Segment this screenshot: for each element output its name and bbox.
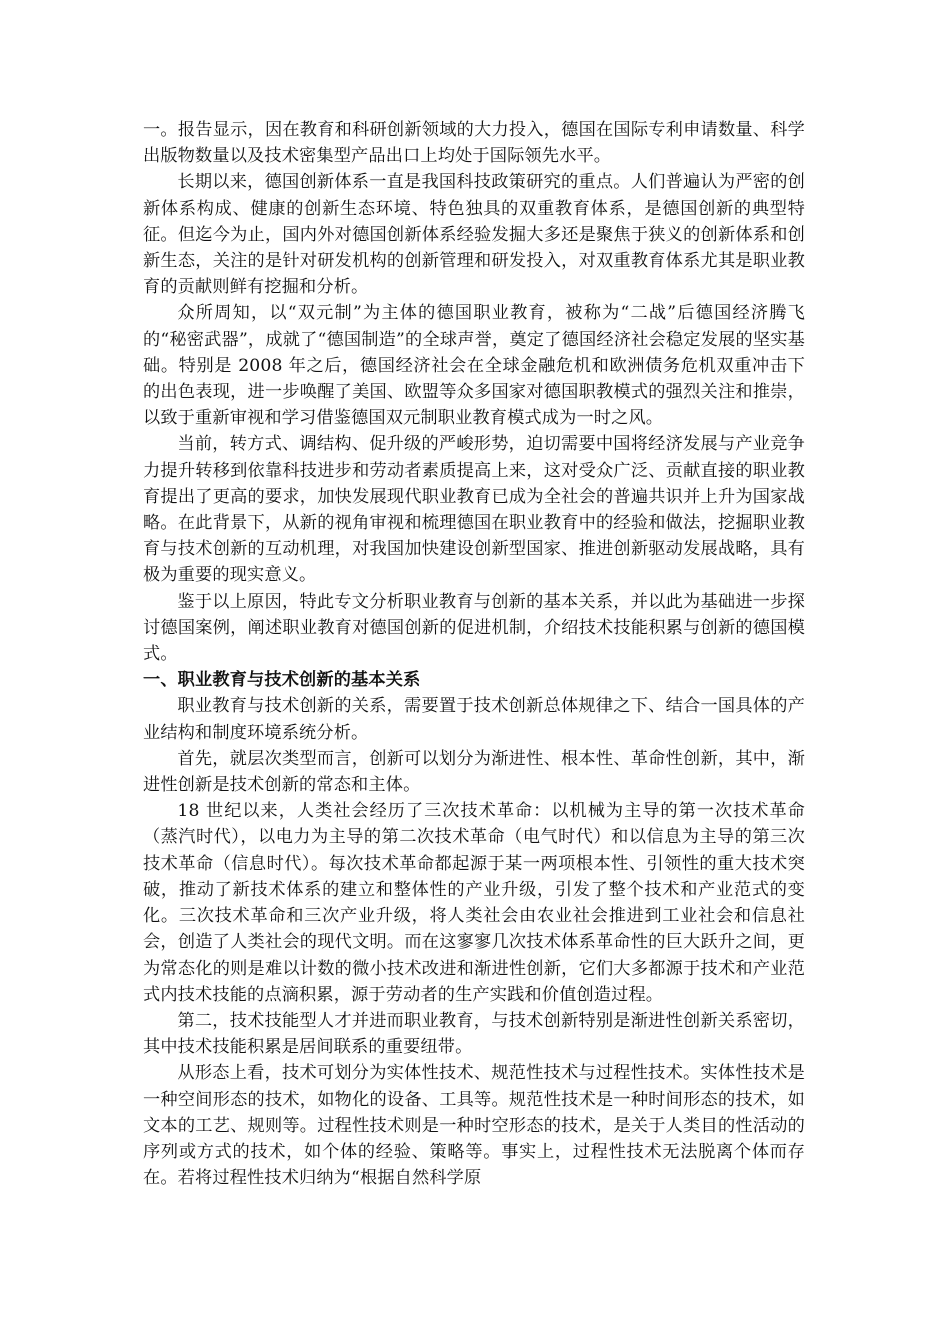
paragraph-technology-forms: 从形态上看，技术可划分为实体性技术、规范性技术与过程性技术。实体性技术是一种空间形态的技术，如物化的设备、工具等。规范性技术是一种时间形态的技术，如文本的工艺、规则等。过程性技术则是一种时空形态的技术，是关于人类目的性活动的序列或方式的技术，如个体的经验、策略等。事实上，过程性技术无法脱离个体而存在。若将过程性技术归纳为“根据自然科学原 <box>143 1063 805 1189</box>
paragraph-technical-revolutions: 18 世纪以来，人类社会经历了三次技术革命：以机械为主导的第一次技术革命（蒸汽时代），以电力为主导的第二次技术革命（电气时代）和以信息为主导的第三次技术革命（信息时代）。每次技术革命都起源于某一两项根本性、引领性的重大技术突破，推动了新技术体系的建立和整体性的产业升级，引发了整个技术和产业范式的变化。三次技术革命和三次产业升级，将人类社会由农业社会推进到工业社会和信息社会，创造了人类社会的现代文明。而在这寥寥几次技术体系革命性的巨大跃升之间，更为常态化的则是难以计数的微小技术改进和渐进性创新，它们大多都源于技术和产业范式内技术技能的点滴积累，源于劳动者的生产实践和价值创造过程。 <box>143 801 805 1005</box>
paragraph-second-point: 第二，技术技能型人才并进而职业教育，与技术创新特别是渐进性创新关系密切，其中技术技能积累是居间联系的重要纽带。 <box>143 1010 805 1058</box>
paragraph-purpose: 鉴于以上原因，特此专文分析职业教育与创新的基本关系，并以此为基础进一步探讨德国案例，阐述职业教育对德国创新的促进机制，介绍技术技能积累与创新的德国模式。 <box>143 591 805 665</box>
paragraph-current-situation: 当前，转方式、调结构、促升级的严峻形势，迫切需要中国将经济发展与产业竞争力提升转移到依靠科技进步和劳动者素质提高上来，这对受众广泛、贡献直接的职业教育提出了更高的要求，加快发展现代职业教育已成为全社会的普遍共识并上升为国家战略。在此背景下，从新的视角审视和梳理德国在职业教育中的经验和做法，挖掘职业教育与技术创新的互动机理，对我国加快建设创新型国家、推进创新驱动发展战略，具有极为重要的现实意义。 <box>143 434 805 586</box>
paragraph-first-point: 首先，就层次类型而言，创新可以划分为渐进性、根本性、革命性创新，其中，渐进性创新是技术创新的常态和主体。 <box>143 748 805 796</box>
section-heading: 一、职业教育与技术创新的基本关系 <box>143 670 421 691</box>
paragraph-innovation-system: 长期以来，德国创新体系一直是我国科技政策研究的重点。人们普遍认为严密的创新体系构成、健康的创新生态环境、特色独具的双重教育体系，是德国创新的典型特征。但迄今为止，国内外对德国创新体系经验发掘大多还是聚焦于狭义的创新体系和创新生态，关注的是针对研发机构的创新管理和研发投入，对双重教育体系尤其是职业教育的贡献则鲜有挖掘和分析。 <box>143 172 805 298</box>
paragraph-dual-system: 众所周知，以“双元制”为主体的德国职业教育，被称为“二战”后德国经济腾飞的“秘密武器”，成就了“德国制造”的全球声誉，奠定了德国经济社会稳定发展的坚实基础。特别是 2008 年之后，德国经济社会在全球金融危机和欧洲债务危机双重冲击下的出色表现，进一步唤醒了美国、欧盟等众多国家对德国职教模式的强烈关注和推崇，以致于重新审视和学习借鉴德国双元制职业教育模式成为一时之风。 <box>143 303 805 429</box>
document-page <box>143 117 805 1191</box>
paragraph-relationship: 职业教育与技术创新的关系，需要置于技术创新总体规律之下、结合一国具体的产业结构和制度环境系统分析。 <box>143 696 805 743</box>
paragraph-continuation: 一。报告显示，因在教育和科研创新领域的大力投入，德国在国际专利申请数量、科学出版物数量以及技术密集型产品出口上均处于国际领先水平。 <box>143 120 805 167</box>
